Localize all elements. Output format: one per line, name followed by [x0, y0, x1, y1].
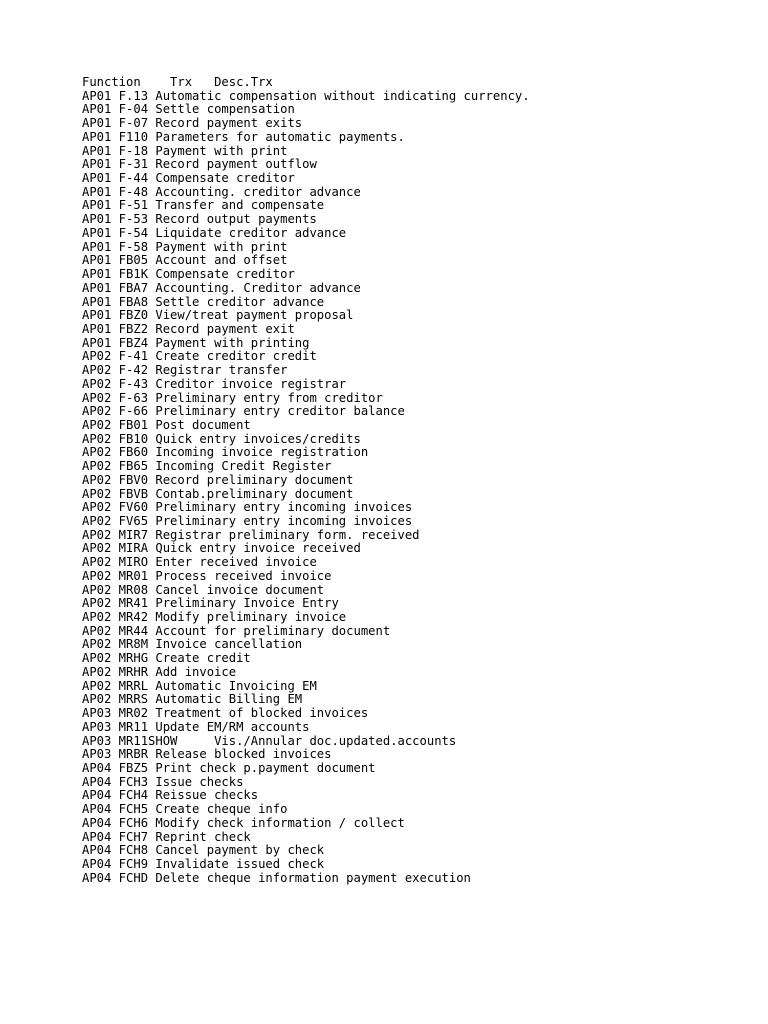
transaction-row: AP03 MR11SHOW Vis./Annular doc.updated.accounts: [82, 733, 457, 748]
transaction-row: AP01 F-04 Settle compensation: [82, 102, 295, 117]
transaction-row: AP02 FV60 Preliminary entry incoming invoices: [82, 500, 413, 515]
transaction-row: AP03 MRBR Release blocked invoices: [82, 747, 332, 762]
transaction-row: AP01 FB1K Compensate creditor: [82, 267, 295, 282]
transaction-row: AP02 MR8M Invoice cancellation: [82, 637, 303, 652]
transaction-row: AP02 MR08 Cancel invoice document: [82, 582, 325, 597]
transaction-row: AP04 FCH4 Reissue checks: [82, 788, 259, 803]
transaction-row: AP04 FCH5 Create cheque info: [82, 802, 288, 817]
transaction-row: AP01 F-51 Transfer and compensate: [82, 198, 325, 213]
transaction-row: AP02 MRHR Add invoice: [82, 664, 237, 679]
transaction-row: AP02 MIRA Quick entry invoice received: [82, 541, 361, 556]
transaction-row: AP01 F-44 Compensate creditor: [82, 171, 295, 186]
document-page: [82, 76, 760, 885]
transaction-row: AP02 FB65 Incoming Credit Register: [82, 459, 332, 474]
transaction-row: AP02 MIR7 Registrar preliminary form. received: [82, 527, 420, 542]
transaction-row: AP02 FB10 Quick entry invoices/credits: [82, 431, 361, 446]
transaction-row: AP02 MRRL Automatic Invoicing EM: [82, 678, 317, 693]
transaction-row: AP02 FBVB Contab.preliminary document: [82, 486, 354, 501]
transaction-row: AP01 F.13 Automatic compensation without indicating currency.: [82, 88, 530, 103]
transaction-row: AP01 FBZ2 Record payment exit: [82, 321, 295, 336]
transaction-row: AP02 FB60 Incoming invoice registration: [82, 445, 369, 460]
transaction-row: AP02 FB01 Post document: [82, 417, 251, 432]
transaction-row: AP04 FCH7 Reprint check: [82, 829, 251, 844]
transaction-row: AP04 FCH8 Cancel payment by check: [82, 843, 325, 858]
transaction-row: AP01 FB05 Account and offset: [82, 253, 288, 268]
transaction-row: AP02 F-42 Registrar transfer: [82, 363, 288, 378]
transaction-row: AP01 F-31 Record payment outflow: [82, 157, 317, 172]
transaction-row: AP01 F-53 Record output payments: [82, 212, 317, 227]
transaction-row: AP02 MR01 Process received invoice: [82, 568, 332, 583]
transaction-row: AP01 F-18 Payment with print: [82, 143, 288, 158]
transaction-row: AP02 MRRS Automatic Billing EM: [82, 692, 303, 707]
transaction-row: AP01 FBZ4 Payment with printing: [82, 335, 310, 350]
transaction-row: AP02 F-66 Preliminary entry creditor balance: [82, 404, 405, 419]
transaction-row: AP02 MRHG Create credit: [82, 651, 251, 666]
transaction-row: AP01 FBZ0 View/treat payment proposal: [82, 308, 354, 323]
transaction-row: AP01 FBA8 Settle creditor advance: [82, 294, 325, 309]
transaction-row: AP02 MR44 Account for preliminary document: [82, 623, 391, 638]
transaction-row: AP01 F-48 Accounting. creditor advance: [82, 184, 361, 199]
transaction-row: AP02 F-63 Preliminary entry from creditor: [82, 390, 383, 405]
transaction-list: [82, 90, 760, 886]
transaction-row: AP01 F-07 Record payment exits: [82, 116, 303, 131]
transaction-row: AP01 F-58 Payment with print: [82, 239, 288, 254]
transaction-row: AP04 FCHD Delete cheque information payment execution: [82, 870, 471, 885]
transaction-row: AP04 FBZ5 Print check p.payment document: [82, 760, 376, 775]
transaction-row: AP02 MR42 Modify preliminary invoice: [82, 610, 347, 625]
transaction-row: AP02 FBV0 Record preliminary document: [82, 472, 354, 487]
transaction-row: AP04 FCH9 Invalidate issued check: [82, 856, 325, 871]
transaction-row: AP04 FCH6 Modify check information / collect: [82, 815, 405, 830]
transaction-row: AP01 FBA7 Accounting. Creditor advance: [82, 280, 361, 295]
transaction-row: AP03 MR02 Treatment of blocked invoices: [82, 706, 369, 721]
transaction-row: AP01 F110 Parameters for automatic payments.: [82, 129, 405, 144]
transaction-row: AP02 MR41 Preliminary Invoice Entry: [82, 596, 339, 611]
transaction-row: AP02 F-43 Creditor invoice registrar: [82, 376, 347, 391]
transaction-row: AP02 MIRO Enter received invoice: [82, 555, 317, 570]
transaction-row: AP02 F-41 Create creditor credit: [82, 349, 317, 364]
transaction-row: AP02 FV65 Preliminary entry incoming invoices: [82, 514, 413, 528]
transaction-row: AP04 FCH3 Issue checks: [82, 774, 244, 789]
transaction-row: AP01 F-54 Liquidate creditor advance: [82, 225, 347, 240]
table-header: Function Trx Desc.Trx: [82, 75, 273, 89]
transaction-row: AP03 MR11 Update EM/RM accounts: [82, 719, 310, 734]
